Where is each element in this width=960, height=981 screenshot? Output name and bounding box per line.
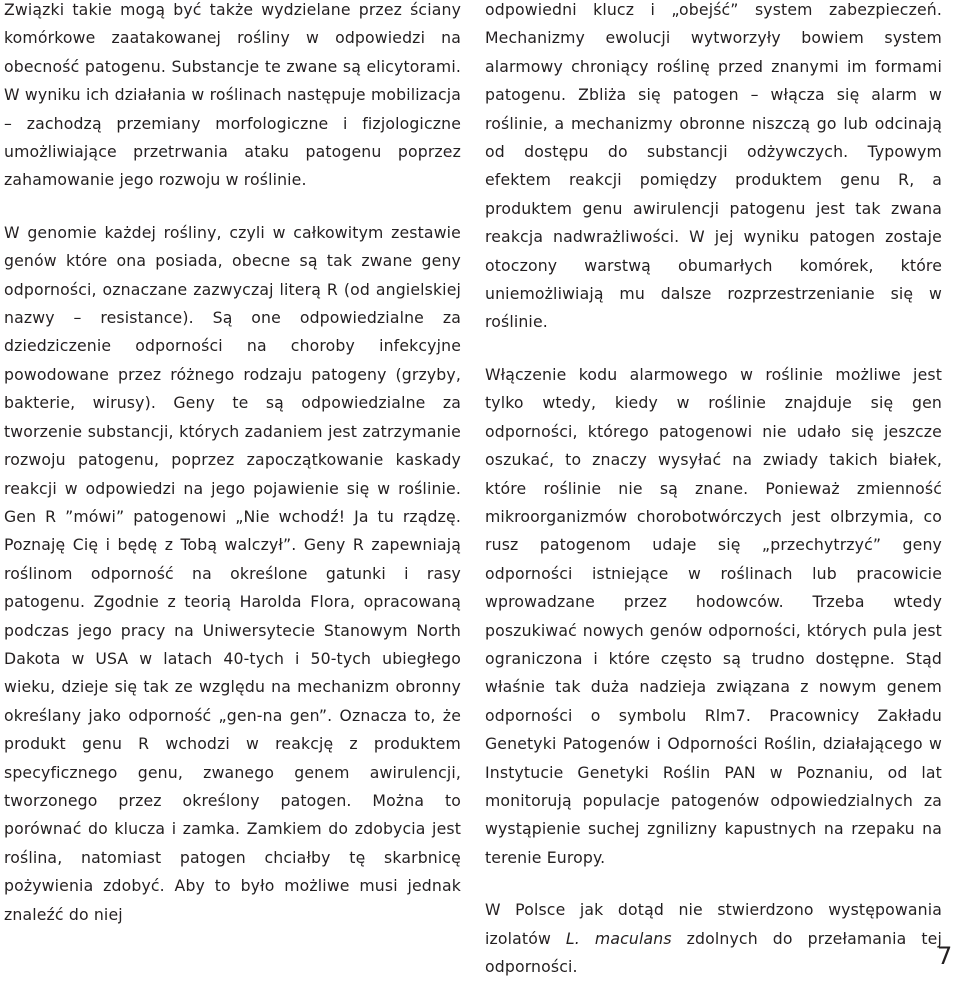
page-number: 7 — [937, 942, 953, 970]
left-text-column — [4, 0, 461, 929]
paragraph-poland-isolates — [485, 896, 942, 981]
right-text-column — [485, 0, 942, 981]
paragraph-rlm7-gene: Włączenie kodu alarmowego w roślinie możliwe jest tylko wtedy, kiedy w roślinie znajduje się gen odporności, którego patogenowi nie udało się jeszcze oszukać, to znaczy wysyłać na zwiady takich białek, które roślinie nie są znane. Ponieważ zmienność mikroorganizmów chorobotwórczych jest olbrzymia, co rusz patogenom udaje się „przechytrzyć” geny odporności istniejące w roślinach lub pracowicie wprowadzane przez hodowców. Trzeba wtedy poszukiwać nowych genów odporności, których pula jest ograniczona i które często są trudno dostępne. Stąd właśnie tak duża nadzieja związana z nowym genem odporności o symbolu Rlm7. Pracownicy Zakładu Genetyki Patogenów i Odporności Roślin, działającego w Instytucie Genetyki Roślin PAN w Poznaniu, od lat monitorują populacje patogenów odpowiedzialnych za wystąpienie suchej zgnilizny kapustnych na rzepaku na terenie Europy. — [485, 364, 942, 867]
species-name: L. maculans — [565, 928, 672, 948]
poland-text-after: zdolnych do przełamania tej odporności. — [485, 928, 942, 976]
poland-text-before: W Polsce jak dotąd nie stwierdzono występowania izolatów — [485, 900, 942, 948]
paragraph-r-genes: W genomie każdej rośliny, czyli w całkowitym zestawie genów które ona posiada, obecne są tak zwane geny odporności, oznaczane zazwyczaj literą R (od angielskiej nazwy – resistance). Są one odpowiedzialne za dziedziczenie odporności na choroby infekcyjne powodowane przez różnego rodzaju patogeny (grzyby, bakterie, wirusy). Geny te są odpowiedzialne za tworzenie substancji, których zadaniem jest zatrzymanie rozwoju patogenu, poprzez zapoczątkowanie kaskady reakcji w odpowiedzi na jego pojawienie się w roślinie. Gen R ”mówi” patogenowi „Nie wchodź! Ja tu rządzę. Poznaję Cię i będę z Tobą walczył”. Geny R zapewniają roślinom odporność na określone gatunki i rasy patogenu. Zgodnie z teorią Harolda Flora, opracowaną podczas jego pracy na Uniwersytecie Stanowym North Dakota w USA w latach 40-tych i 50-tych ubiegłego wieku, dzieje się tak ze względu na mechanizm obronny określany jako odporność „gen-na gen”. Oznacza to, że produkt genu R wchodzi w reakcję z produktem specyficznego genu, zwanego genem awirulencji, tworzonego przez określony patogen. Można to porównać do klucza i zamka. Zamkiem do zdobycia jest roślina, natomiast patogen chciałby tę skarbnicę pożywienia zdobyć. Aby to było możliwe musi jednak znaleźć do niej — [4, 222, 461, 924]
paragraph-elicitors: Związki takie mogą być także wydzielane przez ściany komórkowe zaatakowanej rośliny w odpowiedzi na obecność patogenu. Substancje te zwane są elicytorami. W wyniku ich działania w roślinach następuje mobilizacja – zachodzą przemiany morfologiczne i fizjologiczne umożliwiające przetrwania ataku patogenu poprzez zahamowanie jego rozwoju w roślinie. — [4, 0, 461, 190]
paragraph-alarm-system: odpowiedni klucz i „obejść” system zabezpieczeń. Mechanizmy ewolucji wytworzyły bowiem system alarmowy chroniący roślinę przed znanymi im formami patogenu. Zbliża się patogen – włącza się alarm w roślinie, a mechanizmy obronne niszczą go lub odcinają od dostępu do substancji odżywczych. Typowym efektem reakcji pomiędzy produktem genu R, a produktem genu awirulencji patogenu jest tak zwana reakcja nadwrażliwości. W jej wyniku patogen zostaje otoczony warstwą obumarłych komórek, które uniemożliwiają mu dalsze rozprzestrzenianie się w roślinie. — [485, 0, 942, 332]
